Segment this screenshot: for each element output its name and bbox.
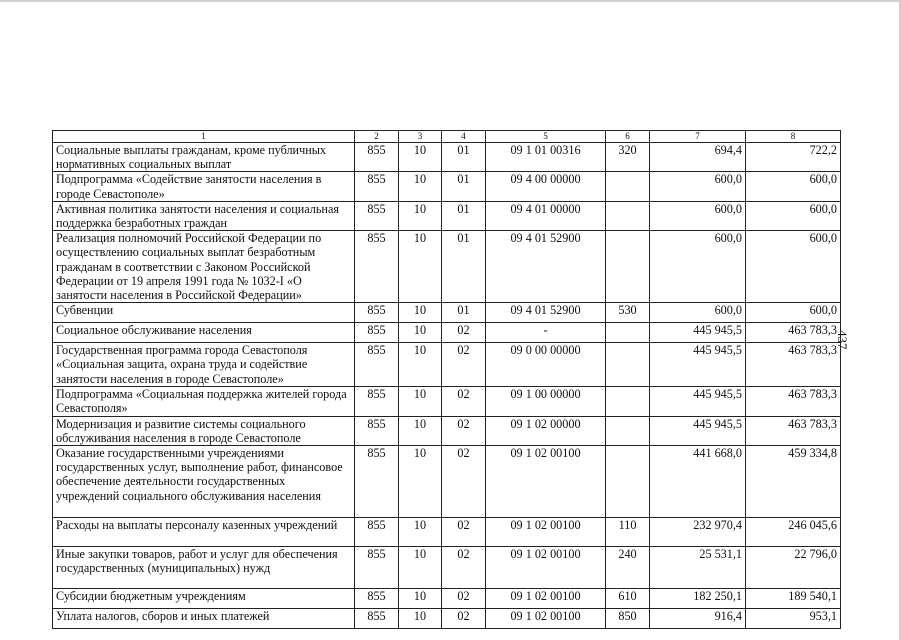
table-row [53, 323, 841, 343]
row-col-7: 600,0 [650, 231, 746, 303]
row-name: Активная политика занятости населения и социальная поддержка безработных граждан [53, 201, 355, 230]
table-row [53, 303, 841, 323]
row-col-7: 445 945,5 [650, 416, 746, 445]
budget-table [52, 130, 841, 629]
row-name: Расходы на выплаты персоналу казенных учреждений [53, 518, 355, 547]
row-col-7: 182 250,1 [650, 589, 746, 609]
row-col-2: 855 [355, 547, 399, 589]
row-col-2: 855 [355, 343, 399, 387]
row-col-8: 722,2 [746, 143, 841, 172]
row-col-8: 463 783,3 [746, 387, 841, 416]
row-name: Уплата налогов, сборов и иных платежей [53, 609, 355, 629]
row-col-7: 445 945,5 [650, 323, 746, 343]
row-col-6 [606, 416, 650, 445]
row-col-7: 445 945,5 [650, 343, 746, 387]
row-col-2: 855 [355, 201, 399, 230]
row-col-5: 09 1 02 00100 [486, 518, 606, 547]
row-col-2: 855 [355, 143, 399, 172]
row-col-6: 530 [606, 303, 650, 323]
row-col-7: 916,4 [650, 609, 746, 629]
row-name: Субвенции [53, 303, 355, 323]
row-col-4: 02 [442, 589, 486, 609]
header-cell-3: 3 [399, 131, 442, 143]
row-col-6: 320 [606, 143, 650, 172]
row-name: Государственная программа города Севастополя «Социальная защита, охрана труда и содействие занятости населения в городе Севастополе» [53, 343, 355, 387]
row-col-4: 01 [442, 303, 486, 323]
header-cell-4: 4 [442, 131, 486, 143]
table-row [53, 609, 841, 629]
row-col-2: 855 [355, 609, 399, 629]
row-col-8: 463 783,3 [746, 343, 841, 387]
header-cell-1: 1 [53, 131, 355, 143]
row-col-7: 445 945,5 [650, 387, 746, 416]
row-col-2: 855 [355, 172, 399, 201]
row-name: Реализация полномочий Российской Федерации по осуществлению социальных выплат безработным гражданам в соответствии с Законом Российской Федерации от 19 апреля 1991 года № 1032-I «О занятости населения в Российской Федерации» [53, 231, 355, 303]
row-col-5: 09 1 02 00100 [486, 547, 606, 589]
row-col-3: 10 [399, 323, 442, 343]
table-row [53, 446, 841, 518]
row-col-2: 855 [355, 323, 399, 343]
row-col-4: 02 [442, 323, 486, 343]
row-col-3: 10 [399, 172, 442, 201]
table-row [53, 231, 841, 303]
row-col-4: 02 [442, 547, 486, 589]
row-col-5: 09 1 00 00000 [486, 387, 606, 416]
row-col-4: 02 [442, 416, 486, 445]
row-col-8: 189 540,1 [746, 589, 841, 609]
header-row [53, 131, 841, 143]
row-col-3: 10 [399, 446, 442, 518]
row-col-4: 02 [442, 518, 486, 547]
row-col-8: 600,0 [746, 172, 841, 201]
row-col-2: 855 [355, 231, 399, 303]
row-col-2: 855 [355, 416, 399, 445]
row-col-4: 02 [442, 446, 486, 518]
row-col-7: 600,0 [650, 303, 746, 323]
row-col-3: 10 [399, 343, 442, 387]
row-col-3: 10 [399, 609, 442, 629]
row-col-4: 01 [442, 143, 486, 172]
row-col-7: 600,0 [650, 201, 746, 230]
row-col-5: 09 4 01 00000 [486, 201, 606, 230]
table-row [53, 387, 841, 416]
row-col-4: 02 [442, 387, 486, 416]
row-col-3: 10 [399, 416, 442, 445]
row-col-5: 09 1 02 00100 [486, 609, 606, 629]
row-col-3: 10 [399, 143, 442, 172]
row-col-6 [606, 201, 650, 230]
row-col-8: 463 783,3 [746, 416, 841, 445]
row-col-3: 10 [399, 387, 442, 416]
table-row [53, 143, 841, 172]
row-col-3: 10 [399, 231, 442, 303]
header-cell-7: 7 [650, 131, 746, 143]
row-col-5: 09 1 02 00000 [486, 416, 606, 445]
row-col-4: 02 [442, 343, 486, 387]
row-col-3: 10 [399, 589, 442, 609]
row-col-4: 01 [442, 201, 486, 230]
row-col-6 [606, 387, 650, 416]
row-col-5: 09 4 01 52900 [486, 231, 606, 303]
row-name: Подпрограмма «Содействие занятости населения в городе Севастополе» [53, 172, 355, 201]
table-row [53, 416, 841, 445]
row-name: Социальное обслуживание населения [53, 323, 355, 343]
row-col-5: 09 1 01 00316 [486, 143, 606, 172]
row-col-6: 850 [606, 609, 650, 629]
table-row [53, 201, 841, 230]
row-col-4: 01 [442, 172, 486, 201]
row-col-7: 441 668,0 [650, 446, 746, 518]
row-col-3: 10 [399, 547, 442, 589]
header-cell-5: 5 [486, 131, 606, 143]
row-col-3: 10 [399, 303, 442, 323]
row-col-5: 09 1 02 00100 [486, 589, 606, 609]
table-row [53, 589, 841, 609]
row-name: Оказание государственными учреждениями государственных услуг, выполнение работ, финансовое обеспечение деятельности государственных учреждений социального обслуживания населения [53, 446, 355, 518]
table-row [53, 547, 841, 589]
row-col-4: 02 [442, 609, 486, 629]
row-col-5: 09 4 01 52900 [486, 303, 606, 323]
row-col-5: 09 1 02 00100 [486, 446, 606, 518]
row-col-6: 110 [606, 518, 650, 547]
row-name: Модернизация и развитие системы социального обслуживания населения в городе Севастополе [53, 416, 355, 445]
table-row [53, 343, 841, 387]
page-number: 437 [835, 330, 850, 350]
row-col-5: 09 4 00 00000 [486, 172, 606, 201]
table-row [53, 172, 841, 201]
scan-edge-top [0, 0, 901, 2]
row-col-6 [606, 446, 650, 518]
row-name: Субсидии бюджетным учреждениям [53, 589, 355, 609]
table-row [53, 518, 841, 547]
row-col-2: 855 [355, 387, 399, 416]
row-name: Подпрограмма «Социальная поддержка жителей города Севастополя» [53, 387, 355, 416]
row-col-5: 09 0 00 00000 [486, 343, 606, 387]
header-cell-2: 2 [355, 131, 399, 143]
row-col-3: 10 [399, 518, 442, 547]
row-col-6 [606, 323, 650, 343]
row-col-2: 855 [355, 518, 399, 547]
row-col-6 [606, 172, 650, 201]
row-col-5: - [486, 323, 606, 343]
row-col-8: 459 334,8 [746, 446, 841, 518]
row-col-2: 855 [355, 303, 399, 323]
row-col-6 [606, 343, 650, 387]
header-cell-8: 8 [746, 131, 841, 143]
row-col-8: 22 796,0 [746, 547, 841, 589]
row-col-2: 855 [355, 446, 399, 518]
row-col-8: 463 783,3 [746, 323, 841, 343]
row-col-8: 600,0 [746, 201, 841, 230]
row-col-7: 25 531,1 [650, 547, 746, 589]
header-cell-6: 6 [606, 131, 650, 143]
row-col-3: 10 [399, 201, 442, 230]
row-col-8: 600,0 [746, 303, 841, 323]
row-col-4: 01 [442, 231, 486, 303]
row-col-6: 610 [606, 589, 650, 609]
row-col-6 [606, 231, 650, 303]
row-col-7: 600,0 [650, 172, 746, 201]
row-col-2: 855 [355, 589, 399, 609]
row-col-8: 246 045,6 [746, 518, 841, 547]
row-col-8: 953,1 [746, 609, 841, 629]
row-col-8: 600,0 [746, 231, 841, 303]
row-col-6: 240 [606, 547, 650, 589]
row-col-7: 232 970,4 [650, 518, 746, 547]
row-name: Иные закупки товаров, работ и услуг для обеспечения государственных (муниципальных) нужд [53, 547, 355, 589]
row-col-7: 694,4 [650, 143, 746, 172]
row-name: Социальные выплаты гражданам, кроме публичных нормативных социальных выплат [53, 143, 355, 172]
table-body [53, 131, 841, 629]
